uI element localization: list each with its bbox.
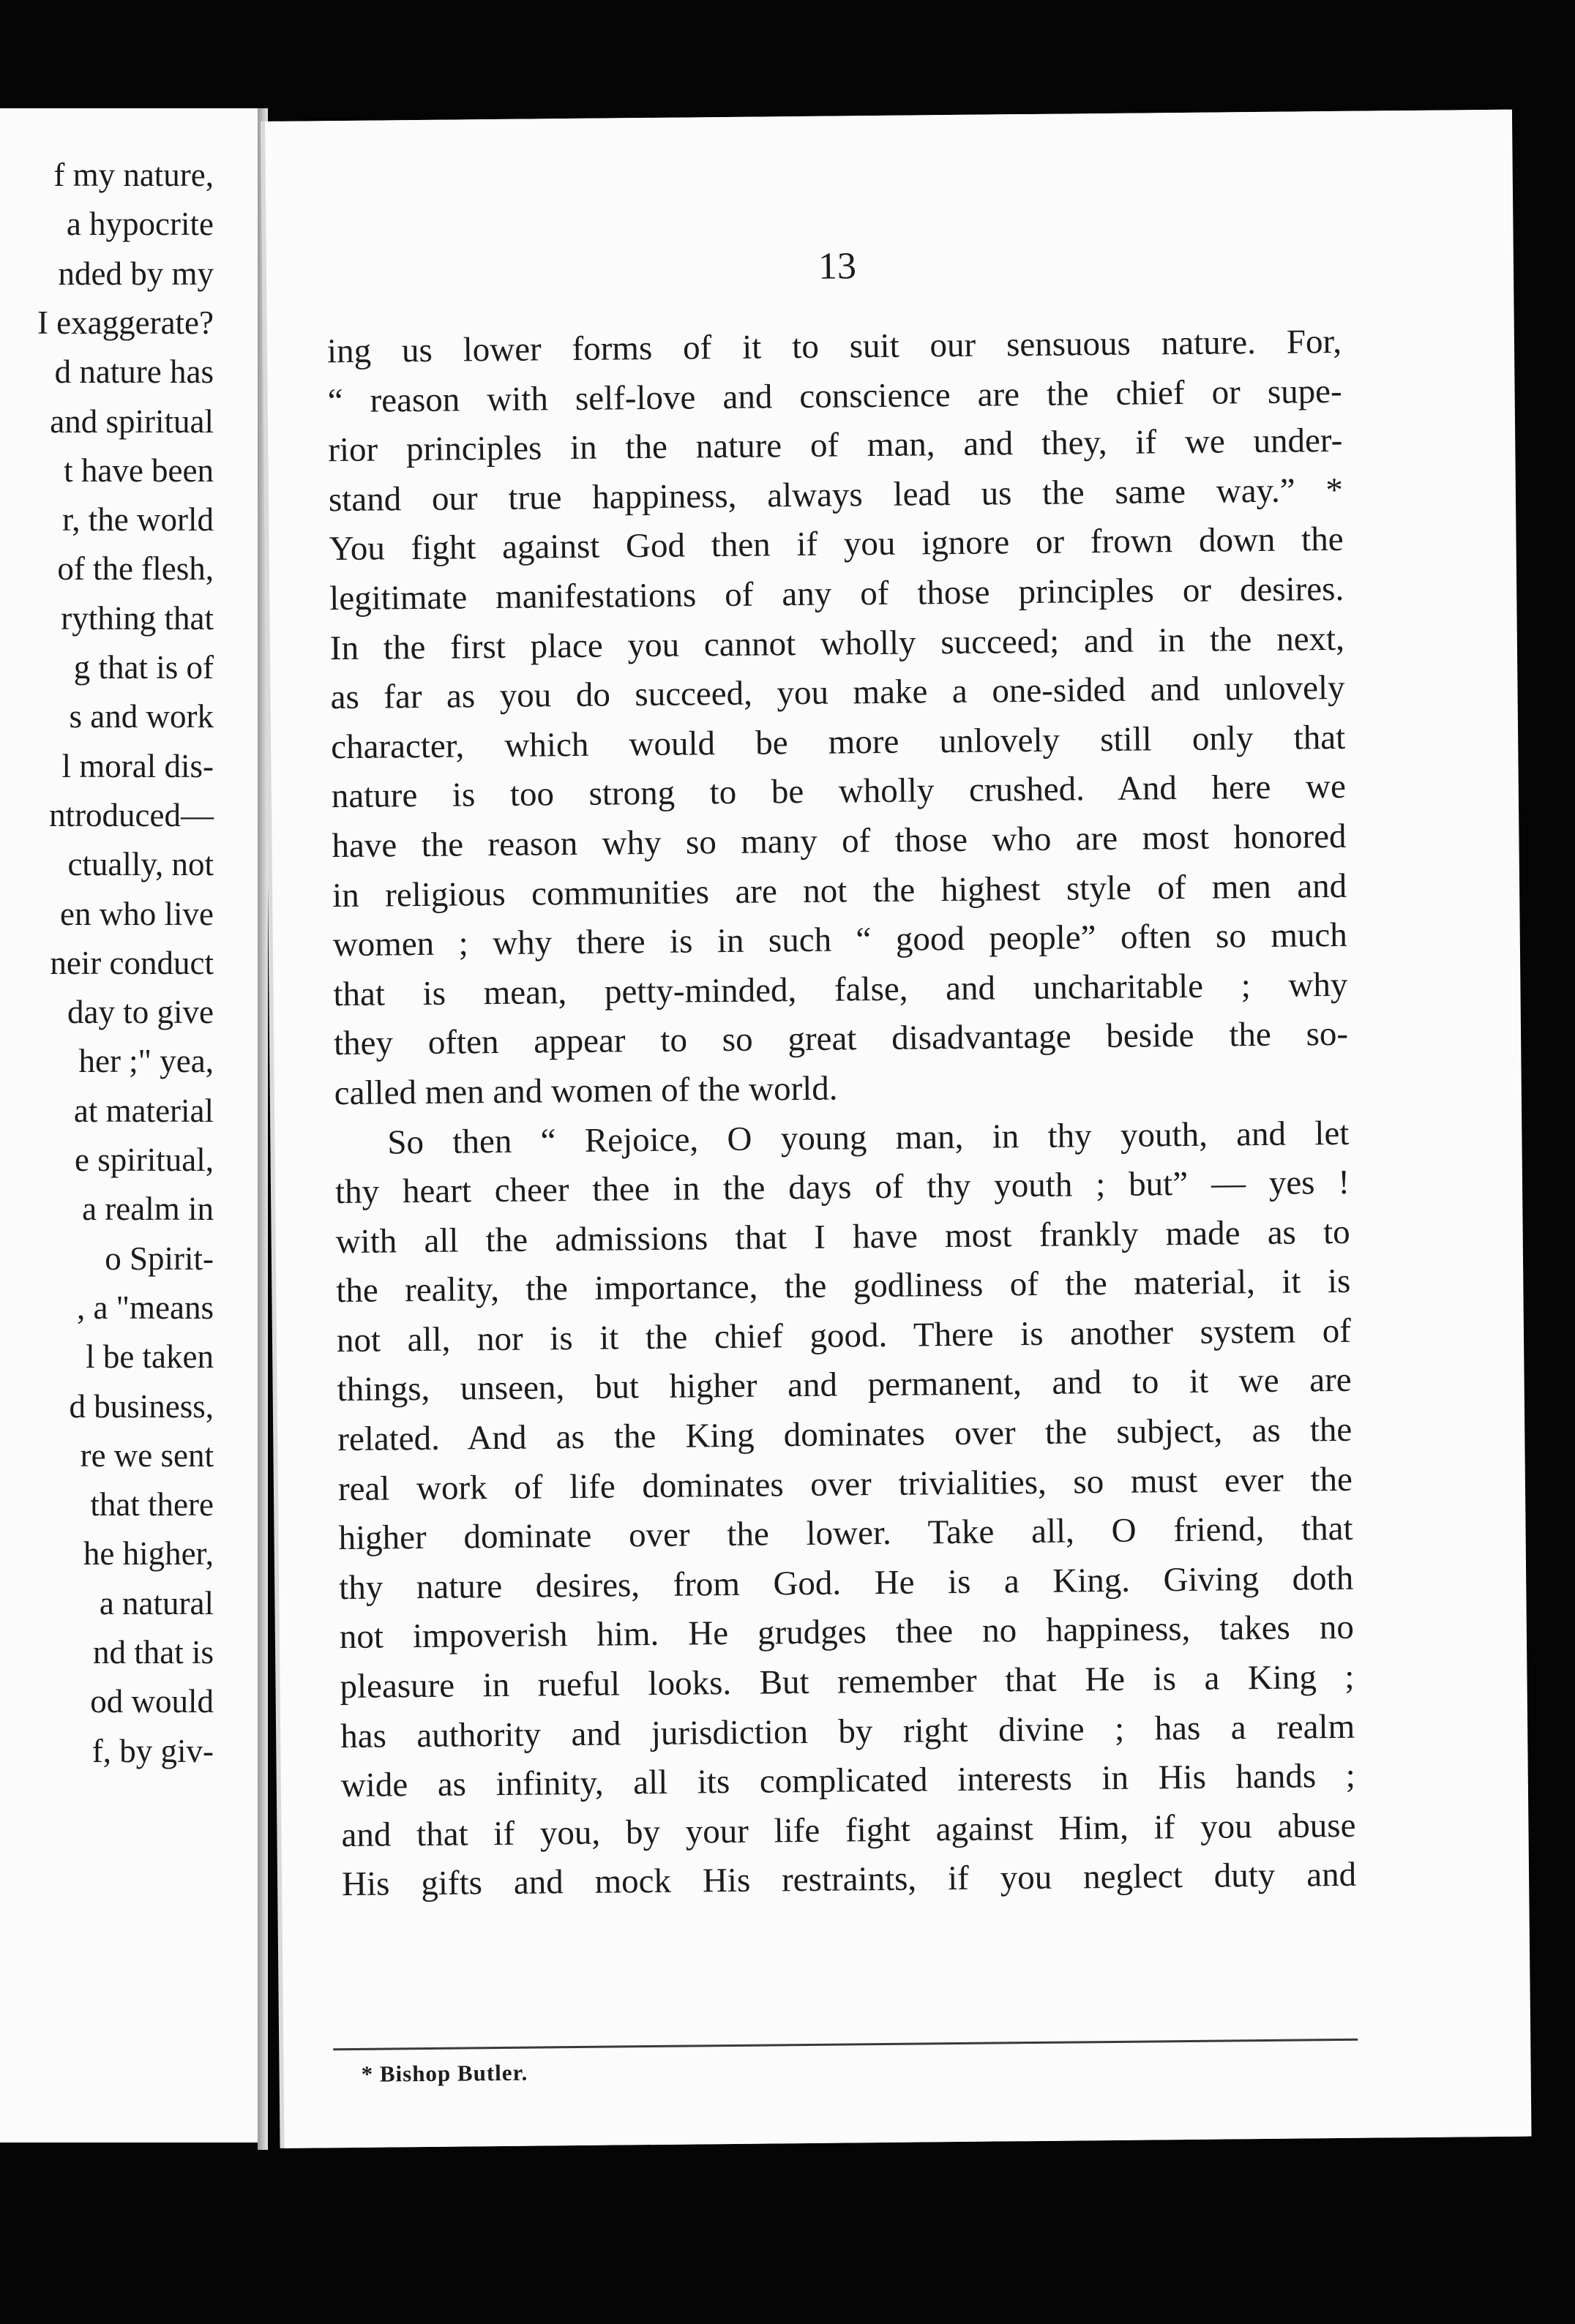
text-line: nature is too strong to be wholly crushed. And here we [331, 768, 1347, 816]
left-page-line: od would [90, 1683, 214, 1720]
text-line: “ reason with self-love and conscience are the chief or supe- [327, 372, 1342, 420]
left-page-line: s and work [69, 698, 214, 735]
text-line: and that if you, by your life fight against Him, if you abuse [341, 1806, 1356, 1854]
text-line: stand our true happiness, always lead us the same way.” * [328, 471, 1344, 519]
text-line: with all the admissions that I have most frankly made as to [335, 1212, 1350, 1261]
left-page-line: that there [90, 1486, 214, 1523]
left-page-line: I exaggerate? [37, 304, 214, 341]
footnote: * Bishop Butler. [361, 2059, 528, 2087]
text-line: women ; why there is in such “ good people” often so much [332, 915, 1347, 964]
text-line: they often appear to so great disadvantage beside the so- [333, 1015, 1349, 1063]
left-page-line: of the flesh, [57, 550, 214, 588]
text-line: rior principles in the nature of man, and they, if we under- [328, 421, 1343, 470]
text-line: not impoverish him. He grudges thee no happiness, takes no [339, 1608, 1355, 1657]
text-line: things, unseen, but higher and permanent, and to it we are [337, 1361, 1352, 1409]
left-page-line: a hypocrite [66, 206, 214, 243]
text-line: So then “ Rejoice, O young man, in thy youth, and let [387, 1114, 1350, 1161]
text-line: legitimate manifestations of any of those principles or desires. [329, 569, 1344, 618]
text-line: as far as you do succeed, you make a one-sided and unlovely [330, 669, 1345, 717]
left-page-line: o Spirit- [105, 1240, 214, 1277]
text-line: the reality, the importance, the godliness of the material, it is [336, 1262, 1351, 1311]
left-page-line: rything that [61, 599, 214, 637]
page-gutter [258, 108, 268, 2150]
left-page-line: l be taken [86, 1338, 214, 1376]
right-page [265, 110, 1532, 2148]
text-line: that is mean, petty-minded, false, and uncharitable ; why [333, 965, 1348, 1013]
left-page-line: g that is of [73, 649, 214, 686]
left-page-line: , a "means [76, 1289, 214, 1326]
left-page [0, 108, 261, 2143]
left-page-line: day to give [67, 994, 214, 1031]
left-page-line: ntroduced— [49, 796, 214, 833]
left-page-line: f my nature, [53, 157, 214, 193]
left-page-line: en who live [60, 895, 214, 932]
text-line: In the first place you cannot wholly succeed; and in the next, [329, 619, 1345, 667]
text-line: thy heart cheer thee in the days of thy youth ; but” — yes ! [334, 1163, 1350, 1212]
left-page-line: ctually, not [67, 846, 214, 883]
text-line: pleasure in rueful looks. But remember that He is a King ; [340, 1657, 1355, 1706]
left-page-line: f, by giv- [91, 1732, 214, 1769]
left-page-line: and spiritual [50, 402, 214, 440]
text-line: thy nature desires, from God. He is a King. Giving doth [338, 1559, 1354, 1607]
text-line: ing us lower forms of it to suit our sensuous nature. For, [326, 322, 1342, 371]
left-page-line: l moral dis- [61, 747, 214, 784]
left-page-line: e spiritual, [75, 1142, 214, 1178]
left-page-line: at material [73, 1092, 214, 1129]
left-page-line: neir conduct [50, 944, 214, 981]
text-line: You fight against God then if you ignore or frown down the [329, 520, 1344, 569]
text-line: have the reason why so many of those who are most honored [332, 817, 1347, 866]
left-page-line: her ;" yea, [78, 1043, 214, 1080]
left-page-line: he higher, [83, 1535, 214, 1573]
left-page-line: r, the world [62, 501, 214, 539]
text-line: higher dominate over the lower. Take all, O friend, that [338, 1510, 1353, 1558]
left-page-line: t have been [64, 451, 214, 489]
left-page-line: a realm in [82, 1191, 214, 1228]
footnote-rule [333, 2039, 1358, 2050]
text-line: called men and women of the world. [334, 1069, 838, 1113]
text-line: His gifts and mock His restraints, if you neglect duty and [341, 1856, 1357, 1904]
text-line: wide as infinity, all its complicated interests in His hands ; [340, 1757, 1356, 1805]
left-page-line: d business, [69, 1387, 214, 1425]
text-line: related. And as the King dominates over the subject, as the [337, 1410, 1353, 1459]
text-line: character, which would be more unlovely still only that [330, 718, 1346, 766]
text-line: real work of life dominates over trivialities, so must ever the [337, 1460, 1353, 1508]
body-text [327, 318, 1357, 1910]
text-line: in religious communities are not the highest style of men and [332, 866, 1347, 915]
left-page-line: nd that is [93, 1634, 214, 1671]
text-line: not all, nor is it the chief good. There is another system of [336, 1311, 1352, 1360]
left-page-line: re we sent [80, 1436, 214, 1474]
left-page-line: a natural [99, 1584, 214, 1622]
text-line: has authority and jurisdiction by right divine ; has a realm [340, 1707, 1355, 1755]
left-page-line: nded by my [58, 255, 214, 292]
page-number: 13 [818, 245, 857, 288]
left-page-line: d nature has [54, 353, 214, 391]
